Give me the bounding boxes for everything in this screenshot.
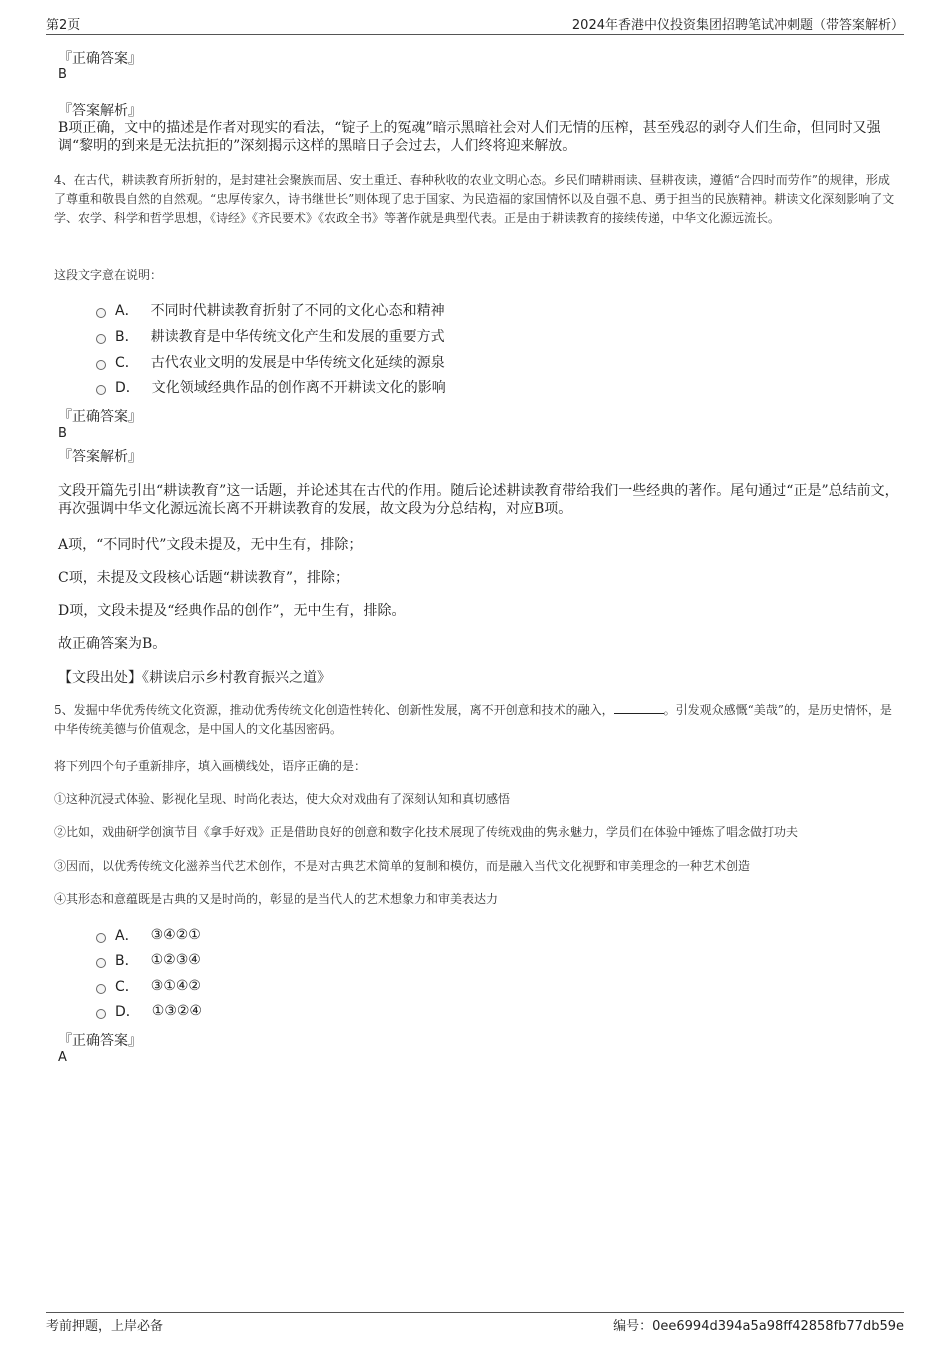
- document-title: 2024年香港中仪投资集团招聘笔试冲刺题（带答案解析）: [571, 18, 904, 33]
- q5-sentence-2: ②比如，戏曲研学创演节目《拿手好戏》正是借助良好的创意和数字化技术展现了传统戏曲的隽永魅力，学员们在体验中锤炼了唱念做打功夫: [54, 825, 799, 839]
- q4-analysis: 文段开篇先引出“耕读教育”这一话题，并论述其在古代的作用。随后论述耕读教育带给我们一些经典的著作。尾句通过“正是”总结前文，再次强调中华文化源远流长离不开耕读教育的发展，故文段为分总结构，对应B项。: [58, 483, 899, 517]
- q4-source: 【文段出处】《耕读启示乡村教育振兴之道》: [58, 670, 331, 686]
- q5-answer-label: 『正确答案』: [58, 1033, 142, 1049]
- q4-answer-label: 『正确答案』: [58, 409, 142, 425]
- q5-answer: A: [58, 1050, 67, 1065]
- q5-option-b[interactable]: B． ①②③④: [96, 950, 201, 970]
- q5-option-d[interactable]: D． ①③②④: [96, 1001, 202, 1021]
- q3-analysis-label: 『答案解析』: [58, 103, 142, 119]
- q3-answer: B: [58, 67, 67, 82]
- radio-icon[interactable]: [96, 385, 106, 395]
- q5-option-c[interactable]: C． ③①④②: [96, 976, 201, 996]
- q5-sentence-1: ①这种沉浸式体验、影视化呈现、时尚化表达，使大众对戏曲有了深刻认知和真切感悟: [54, 792, 511, 806]
- page-footer: [46, 1312, 904, 1333]
- fill-blank: [614, 701, 664, 714]
- q4-note-c: C项，未提及文段核心话题“耕读教育”，排除；: [58, 570, 350, 586]
- radio-icon[interactable]: [96, 933, 106, 943]
- q5-sentence-4: ④其形态和意蕴既是古典的又是时尚的，彰显的是当代人的艺术想象力和审美表达力: [54, 892, 499, 906]
- q4-text: 4、在古代，耕读教育所折射的，是封建社会聚族而居、安土重迁、春种秋收的农业文明心态。乡民们晴耕雨读、昼耕夜读，遵循“合四时而劳作”的规律，形成了尊重和敬畏自然的自然观。“忠厚传家久，诗书继世长”则体现了忠于国家、为民造福的家国情怀以及自强不息、勇于担当的民族精神。耕读文化深刻影响了文学、农学、科学和哲学思想，《诗经》《齐民要术》《农政全书》等著作就是典型代表。正是由于耕读教育的接续传递，中华文化源远流长。: [54, 173, 895, 225]
- q3-analysis: B项正确，文中的描述是作者对现实的看法，“锭子上的冤魂”暗示黑暗社会对人们无情的压榨，甚至残忍的剥夺人们生命，但同时又强调“黎明的到来是无法抗拒的”深刻揭示这样的黑暗日子会过去，人们终将迎来解放。: [58, 120, 881, 154]
- q4-analysis-label: 『答案解析』: [58, 449, 142, 465]
- document-code: 编号：0ee6994d394a5a98ff42858fb77db59e: [613, 1319, 904, 1334]
- q5-option-a[interactable]: A． ③④②①: [96, 925, 201, 945]
- q3-answer-label: 『正确答案』: [58, 51, 142, 67]
- q4-option-a[interactable]: A． 不同时代耕读教育折射了不同的文化心态和精神: [96, 300, 445, 320]
- q4-prompt: 这段文字意在说明：: [54, 268, 163, 282]
- page-number: 第2页: [46, 18, 81, 33]
- radio-icon[interactable]: [96, 334, 106, 344]
- q4-option-b[interactable]: B． 耕读教育是中华传统文化产生和发展的重要方式: [96, 326, 445, 346]
- radio-icon[interactable]: [96, 1009, 106, 1019]
- page-header: [46, 12, 904, 35]
- q4-note-d: D项，文段未提及“经典作品的创作”，无中生有，排除。: [58, 603, 406, 619]
- q4-note-a: A项，“不同时代”文段未提及，无中生有，排除；: [58, 537, 363, 553]
- radio-icon[interactable]: [96, 958, 106, 968]
- radio-icon[interactable]: [96, 308, 106, 318]
- q4-answer: B: [58, 426, 67, 441]
- q5-prompt: 将下列四个句子重新排序，填入画横线处，语序正确的是：: [54, 759, 367, 773]
- radio-icon[interactable]: [96, 360, 106, 370]
- q5-text: 5、发掘中华优秀传统文化资源，推动优秀传统文化创造性转化、创新性发展，离不开创意和技术的融入， 。引发观众感慨“美哉”的，是历史情怀，是中华传统美德与价值观念，是中国人的文化基因密码。: [54, 703, 892, 736]
- radio-icon[interactable]: [96, 984, 106, 994]
- q4-conclusion: 故正确答案为B。: [58, 636, 167, 652]
- q4-option-d[interactable]: D． 文化领域经典作品的创作离不开耕读文化的影响: [96, 377, 446, 397]
- q5-sentence-3: ③因而，以优秀传统文化滋养当代艺术创作，不是对古典艺术简单的复制和模仿，而是融入当代文化视野和审美理念的一种艺术创造: [54, 859, 751, 873]
- footer-slogan: 考前押题，上岸必备: [46, 1319, 164, 1334]
- q4-option-c[interactable]: C． 古代农业文明的发展是中华传统文化延续的源泉: [96, 352, 445, 372]
